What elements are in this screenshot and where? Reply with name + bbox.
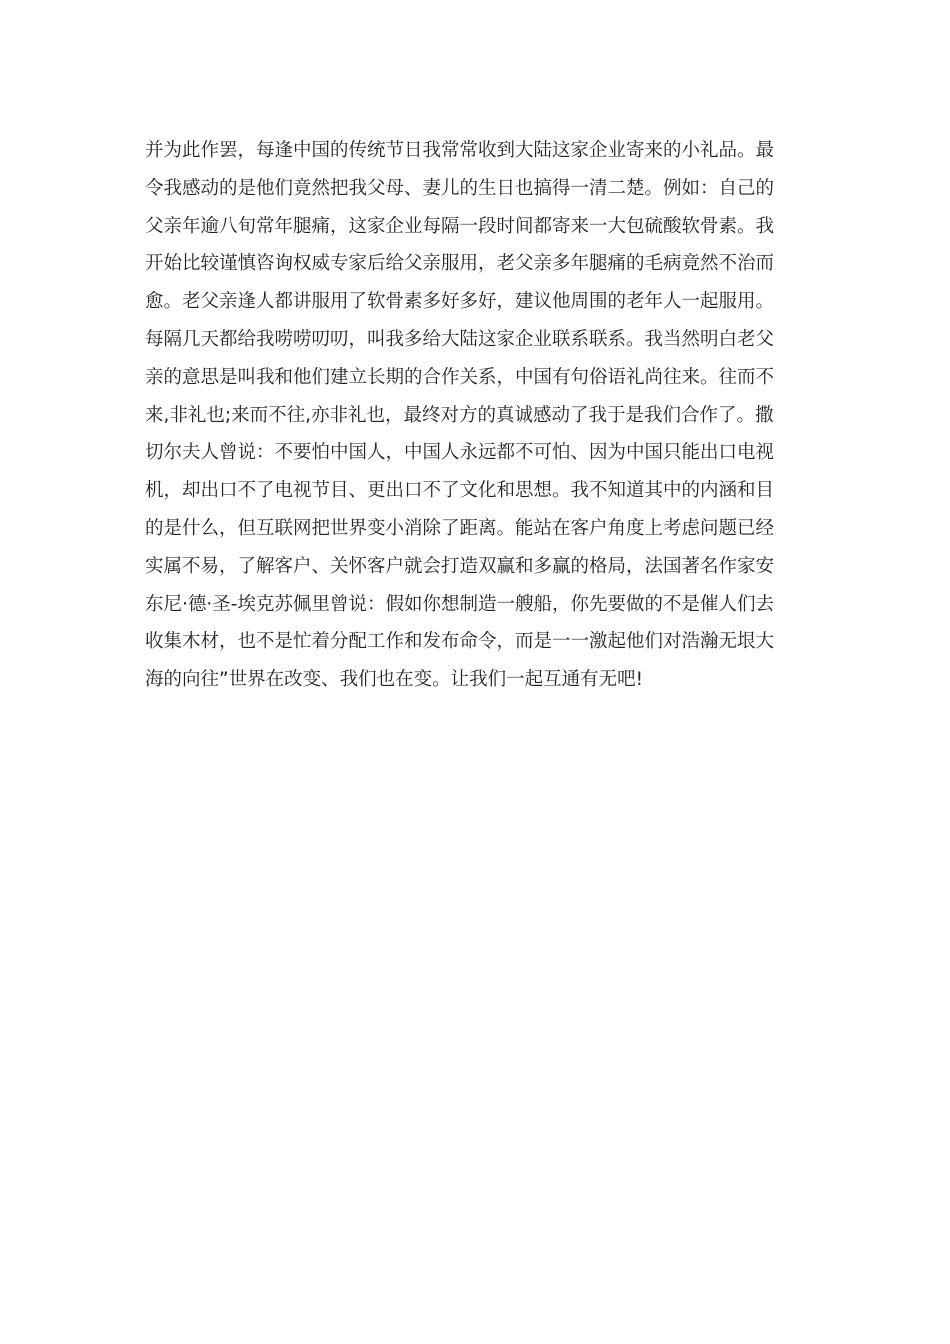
text-line: 海的向往”世界在改变、我们也在变。让我们一起互通有无吧!	[145, 669, 644, 691]
text-line: 来,非礼也;来而不往,亦非礼也，最终对方的真诚感动了我于是我们合作了。撒	[145, 404, 774, 426]
body-paragraph	[145, 132, 805, 699]
text-line: 实属不易，了解客户、关怀客户就会打造双赢和多赢的格局，法国著名作家安	[145, 555, 775, 577]
text-line: 愈。老父亲逢人都讲服用了软骨素多好多好，建议他周围的老年人一起服用。	[145, 291, 775, 313]
text-line: 开始比较谨慎咨询权威专家后给父亲服用，老父亲多年腿痛的毛病竟然不治而	[145, 253, 775, 275]
text-line: 令我感动的是他们竟然把我父母、妻儿的生日也搞得一清二楚。例如：自己的	[145, 177, 775, 199]
text-line: 每隔几天都给我唠唠叨叨，叫我多给大陆这家企业联系联系。我当然明白老父	[145, 328, 775, 350]
text-line: 亲的意思是叫我和他们建立长期的合作关系，中国有句俗语礼尚往来。往而不	[145, 366, 775, 388]
text-line: 收集木材，也不是忙着分配工作和发布命令，而是一一激起他们对浩瀚无垠大	[145, 631, 775, 653]
text-line: 并为此作罢，每逢中国的传统节日我常常收到大陆这家企业寄来的小礼品。最	[145, 140, 775, 161]
text-line: 父亲年逾八旬常年腿痛，这家企业每隔一段时间都寄来一大包硫酸软骨素。我	[145, 215, 775, 237]
text-line: 东尼·德·圣-埃克苏佩里曾说：假如你想制造一艘船，你先要做的不是催人们去	[145, 593, 774, 615]
text-line: 切尔夫人曾说：不要怕中国人，中国人永远都不可怕、因为中国只能出口电视	[145, 442, 775, 464]
text-line: 的是什么，但互联网把世界变小消除了距离。能站在客户角度上考虑问题已经	[145, 517, 775, 539]
text-line: 机，却出口不了电视节目、更出口不了文化和思想。我不知道其中的内涵和目	[145, 480, 775, 502]
